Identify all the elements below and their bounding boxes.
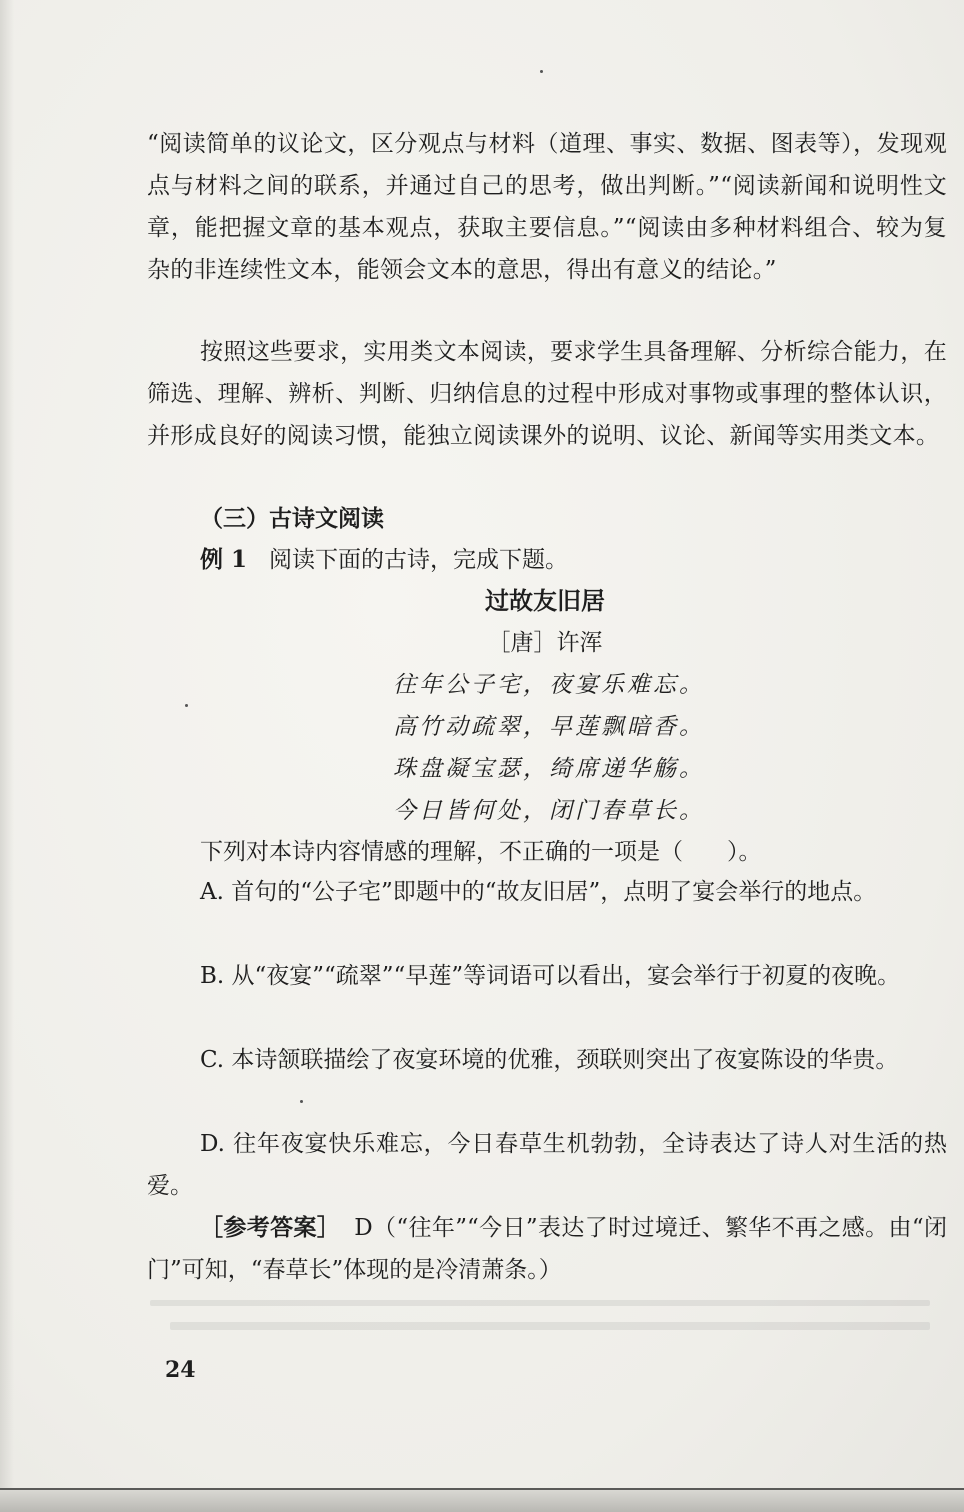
- example-text: 阅读下面的古诗，完成下题。: [269, 547, 569, 573]
- scan-speck: [185, 704, 188, 707]
- section-heading: （三）古诗文阅读: [200, 506, 384, 532]
- scan-speck: [300, 1100, 303, 1103]
- option-d: D. 往年夜宴快乐难忘，今日春草生机勃勃，全诗表达了诗人对生活的热爱。: [147, 1131, 947, 1199]
- example-instruction: [200, 539, 568, 581]
- bleed-through-mark: [150, 1300, 930, 1306]
- poem-title: 过故友旧居: [485, 587, 605, 615]
- example-label: 例 1: [200, 546, 248, 573]
- poem-line: 今日皆何处，闭门春草长。: [393, 798, 705, 824]
- option-a: A. 首句的“公子宅”即题中的“故友旧居”，点明了宴会举行的地点。: [200, 879, 877, 905]
- curriculum-quote-paragraph: “阅读简单的议论文，区分观点与材料（道理、事实、数据、图表等），发现观点与材料之间的联系，并通过自己的思考，做出判断。”“阅读新闻和说明性文章，能把握文章的基本观点，获取主要信息。”“阅读由多种材料组合、较为复杂的非连续性文本，能领会文本的意思，得出有意义的结论。”: [147, 131, 947, 283]
- page-number: 24: [165, 1357, 196, 1383]
- poem-line: 往年公子宅，夜宴乐难忘。: [393, 672, 705, 698]
- poem-author: ［唐］许浑: [487, 630, 603, 656]
- question-stem: [200, 831, 762, 873]
- option-b: B. 从“夜宴”“疏翠”“早莲”等词语可以看出，宴会举行于初夏的夜晚。: [200, 963, 901, 989]
- poem-line: 高竹动疏翠，早莲飘暗香。: [393, 714, 705, 740]
- answer-label: ［参考答案］: [200, 1214, 341, 1241]
- page-binding-shadow: [0, 0, 14, 1512]
- page-bottom-edge: [0, 1488, 964, 1512]
- bleed-through-mark: [170, 1322, 930, 1330]
- answer-text: D（“往年”“今日”表达了时过境迁、繁华不再之感。由“闭门”可知，“春草长”体现的是冷清萧条。）: [147, 1215, 948, 1283]
- requirements-paragraph: 按照这些要求，实用类文本阅读，要求学生具备理解、分析综合能力，在筛选、理解、辨析、判断、归纳信息的过程中形成对事物或事理的整体认识，并形成良好的阅读习惯，能独立阅读课外的说明、议论、新闻等实用类文本。: [147, 339, 947, 449]
- poem-line: 珠盘凝宝瑟，绮席递华觞。: [393, 756, 705, 782]
- question-stem-end: ）。: [727, 839, 762, 865]
- option-c: C. 本诗颔联描绘了夜宴环境的优雅，颈联则突出了夜宴陈设的华贵。: [200, 1047, 899, 1073]
- reference-answer: [147, 1207, 947, 1291]
- scan-speck: [540, 70, 543, 73]
- question-stem-text: 下列对本诗内容情感的理解，不正确的一项是（: [200, 839, 683, 865]
